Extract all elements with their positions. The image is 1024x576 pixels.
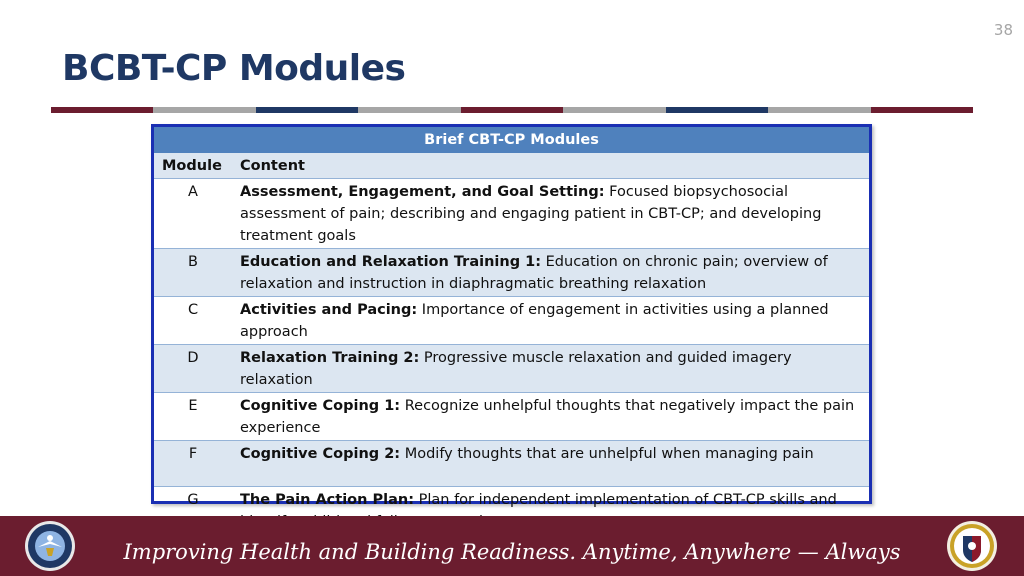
title-divider xyxy=(51,107,973,113)
module-content xyxy=(232,179,869,249)
module-description: Plan for independent implementation of CBT-CP skills and xyxy=(418,492,837,508)
module-id: C xyxy=(154,297,232,345)
module-title: Relaxation Training 2: xyxy=(240,350,420,366)
dha-seal-icon xyxy=(946,520,998,572)
module-content xyxy=(232,297,869,345)
module-description: Focused biopsychosocial assessment of pain; describing and engaging patient in CBT-CP; and developing treatment goals xyxy=(240,184,822,244)
table-header-row xyxy=(154,153,869,179)
module-title: Assessment, Engagement, and Goal Setting: xyxy=(240,184,605,200)
module-content xyxy=(232,393,869,441)
module-id: A xyxy=(154,179,232,249)
table-row xyxy=(154,393,869,441)
module-description: Education on chronic pain; overview of relaxation and instruction in diaphragmatic breathing relaxation xyxy=(240,254,828,292)
module-id: E xyxy=(154,393,232,441)
table-caption: Brief CBT-CP Modules xyxy=(154,127,869,153)
module-content xyxy=(232,249,869,297)
module-table xyxy=(154,127,869,534)
divider-segment xyxy=(563,107,665,113)
table-row xyxy=(154,249,869,297)
divider-segment xyxy=(358,107,460,113)
divider-segment xyxy=(51,107,153,113)
module-title: Education and Relaxation Training 1: xyxy=(240,254,542,270)
table-row xyxy=(154,297,869,345)
module-table-frame xyxy=(151,124,872,508)
module-id: F xyxy=(154,441,232,487)
module-id: D xyxy=(154,345,232,393)
slide-title: BCBT-CP Modules xyxy=(62,48,406,89)
page-number: 38 xyxy=(993,21,1013,39)
module-title: Cognitive Coping 1: xyxy=(240,398,401,414)
module-title: Cognitive Coping 2: xyxy=(240,446,401,462)
divider-segment xyxy=(871,107,973,113)
module-title: Activities and Pacing: xyxy=(240,302,418,318)
divider-segment xyxy=(256,107,358,113)
divider-segment xyxy=(153,107,255,113)
module-description: Progressive muscle relaxation and guided imagery relaxation xyxy=(240,350,792,388)
divider-segment xyxy=(461,107,563,113)
module-content xyxy=(232,441,869,487)
column-header-content: Content xyxy=(232,153,869,179)
module-id: B xyxy=(154,249,232,297)
module-title: The Pain Action Plan: xyxy=(240,492,415,508)
divider-segment xyxy=(666,107,768,113)
module-description: Modify thoughts that are unhelpful when managing pain xyxy=(400,446,814,462)
module-description: Importance of engagement in activities using a planned approach xyxy=(240,302,829,340)
table-row xyxy=(154,345,869,393)
footer-tagline: Improving Health and Building Readiness. Anytime, Anywhere — Always xyxy=(123,540,901,564)
table-row xyxy=(154,179,869,249)
module-content xyxy=(232,345,869,393)
module-id: G xyxy=(154,487,232,535)
footer-band xyxy=(0,516,1024,576)
divider-segment xyxy=(768,107,870,113)
table-row xyxy=(154,441,869,487)
module-description: Recognize unhelpful thoughts that negatively impact the pain experience xyxy=(240,398,855,436)
column-header-module: Module xyxy=(154,153,232,179)
